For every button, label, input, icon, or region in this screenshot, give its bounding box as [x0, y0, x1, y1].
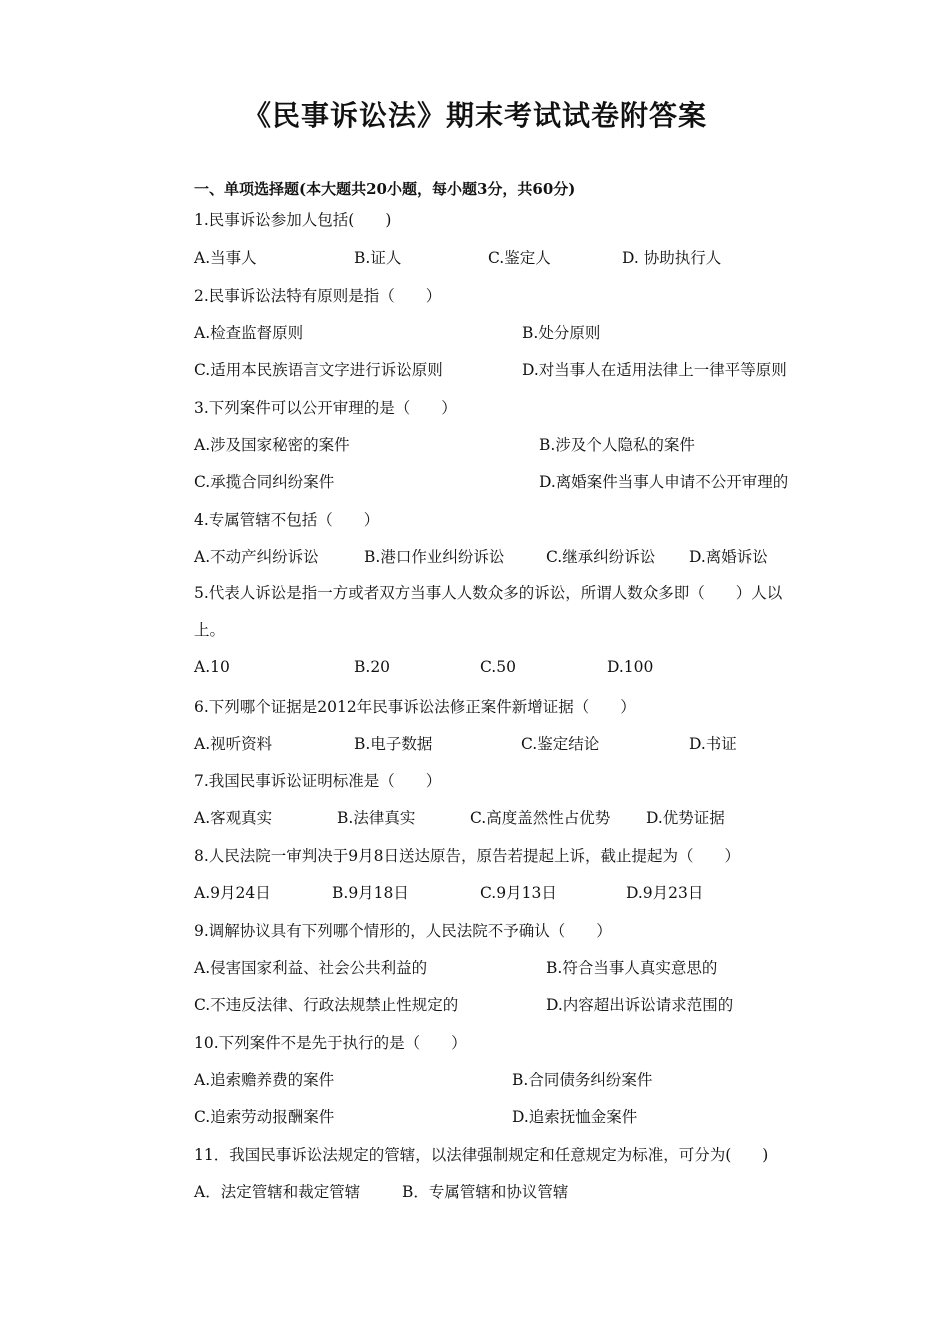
question-2-option-a: A.检查监督原则 [194, 324, 304, 342]
question-9-option-b: B.符合当事人真实意思的 [546, 959, 718, 977]
question-5-stem: 5.代表人诉讼是指一方或者双方当事人人数众多的诉讼，所谓人数众多即（ ）人以上。 [194, 584, 783, 639]
question-9-option-d: D.内容超出诉讼请求范围的 [546, 996, 734, 1014]
question-11-stem: 11．我国民事诉讼法规定的管辖，以法律强制规定和任意规定为标准，可分为( ) [194, 1146, 769, 1164]
question-3-stem: 3.下列案件可以公开审理的是（ ） [194, 399, 457, 417]
question-3-option-d: D.离婚案件当事人申请不公开审理的 [539, 473, 789, 491]
question-11-option-b: B．专属管辖和协议管辖 [402, 1183, 569, 1201]
question-4-option-a: A.不动产纠纷诉讼 [194, 548, 319, 566]
question-5-option-c: C.50 [480, 658, 516, 676]
question-7-option-a: A.客观真实 [194, 809, 273, 827]
question-6-option-d: D.书证 [689, 735, 737, 753]
question-4-option-d: D.离婚诉讼 [689, 548, 768, 566]
question-4-stem: 4.专属管辖不包括（ ） [194, 511, 380, 529]
question-10-option-b: B.合同债务纠纷案件 [512, 1071, 653, 1089]
question-6-stem: 6.下列哪个证据是2012年民事诉讼法修正案件新增证据（ ） [194, 698, 636, 716]
question-8-stem: 8.人民法院一审判决于9月8日送达原告，原告若提起上诉，截止提起为（ ） [194, 847, 741, 865]
question-11-option-a: A．法定管辖和裁定管辖 [194, 1183, 361, 1201]
question-5-option-b: B.20 [354, 658, 391, 676]
question-3-option-c: C.承揽合同纠纷案件 [194, 473, 335, 491]
question-2-option-c: C.适用本民族语言文字进行诉讼原则 [194, 361, 443, 379]
question-2-option-b: B.处分原则 [522, 324, 601, 342]
question-4-option-c: C.继承纠纷诉讼 [546, 548, 656, 566]
question-8-option-a: A.9月24日 [194, 884, 271, 902]
question-6-option-b: B.电子数据 [354, 735, 433, 753]
question-8-option-c: C.9月13日 [480, 884, 557, 902]
question-7-option-d: D.优势证据 [646, 809, 725, 827]
question-7-option-c: C.高度盖然性占优势 [470, 809, 611, 827]
page-title: 《民事诉讼法》期末考试试卷附答案 [242, 99, 707, 132]
question-8-option-d: D.9月23日 [626, 884, 704, 902]
question-10-option-a: A.追索赡养费的案件 [194, 1071, 335, 1089]
question-4-option-b: B.港口作业纠纷诉讼 [364, 548, 505, 566]
question-6-option-a: A.视听资料 [194, 735, 273, 753]
question-6-option-c: C.鉴定结论 [521, 735, 600, 753]
question-1-option-c: C.鉴定人 [488, 249, 551, 267]
question-3-option-b: B.涉及个人隐私的案件 [539, 436, 695, 454]
question-1-option-b: B.证人 [354, 249, 402, 267]
question-5-option-a: A.10 [194, 658, 230, 676]
question-8-option-b: B.9月18日 [332, 884, 409, 902]
question-3-option-a: A.涉及国家秘密的案件 [194, 436, 350, 454]
question-1-stem: 1.民事诉讼参加人包括( ) [194, 211, 392, 229]
question-10-option-c: C.追索劳动报酬案件 [194, 1108, 335, 1126]
question-2-option-d: D.对当事人在适用法律上一律平等原则 [522, 361, 787, 379]
question-7-stem: 7.我国民事诉讼证明标准是（ ） [194, 772, 442, 790]
question-9-option-a: A.侵害国家利益、社会公共利益的 [194, 959, 428, 977]
question-2-stem: 2.民事诉讼法特有原则是指（ ） [194, 287, 442, 305]
section-heading: 一、单项选择题(本大题共20小题，每小题3分，共60分) [194, 180, 576, 198]
question-9-option-c: C.不违反法律、行政法规禁止性规定的 [194, 996, 459, 1014]
question-1-option-d: D. 协助执行人 [622, 249, 722, 267]
question-10-stem: 10.下列案件不是先于执行的是（ ） [194, 1034, 467, 1052]
question-7-option-b: B.法律真实 [337, 809, 416, 827]
question-10-option-d: D.追索抚恤金案件 [512, 1108, 638, 1126]
question-1-option-a: A.当事人 [194, 249, 257, 267]
question-9-stem: 9.调解协议具有下列哪个情形的，人民法院不予确认（ ） [194, 922, 612, 940]
question-5-option-d: D.100 [607, 658, 654, 676]
